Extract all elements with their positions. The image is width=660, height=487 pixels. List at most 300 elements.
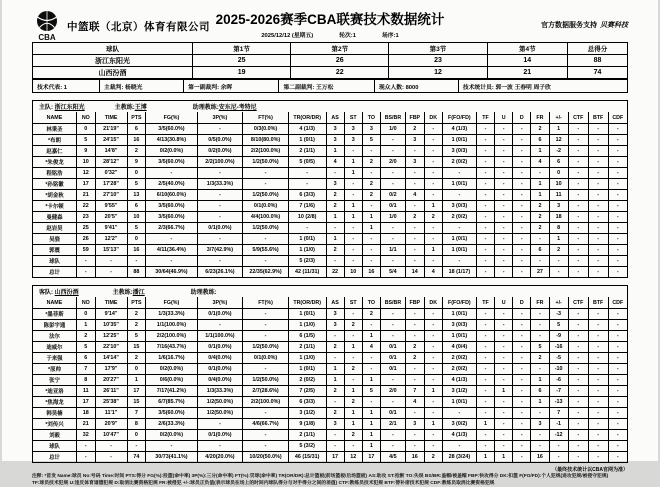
cell: -	[531, 408, 549, 419]
cell: 10'35"	[95, 320, 127, 331]
cell: -	[424, 353, 442, 364]
cell: -	[513, 146, 531, 157]
cell: -	[424, 234, 442, 245]
cell: 0/1(0.0%)	[197, 430, 243, 441]
cell: 1 (0/1)	[442, 234, 476, 245]
cell: -	[476, 342, 494, 353]
cell: -	[476, 157, 494, 168]
cell: -3	[549, 309, 568, 320]
cell: 1/1(100.0%)	[146, 320, 197, 331]
cell: 1/6(16.7%)	[146, 353, 197, 364]
cell: 0/1(0.0%)	[197, 364, 243, 375]
cell: 现众人数: 8000	[374, 80, 458, 93]
cell: -	[95, 452, 127, 463]
cell: 0/1	[380, 353, 405, 364]
cell: 1	[424, 201, 442, 212]
stats-header-row	[33, 112, 627, 124]
cell: -9	[549, 331, 568, 342]
cell: -	[476, 353, 494, 364]
table-row	[33, 67, 628, 79]
cell: 0	[549, 168, 568, 179]
cell: -	[243, 256, 289, 267]
column-header: PTS	[127, 112, 146, 124]
cell: 0/2(0.0%)	[146, 146, 197, 157]
cell: 1/3(33.3%)	[197, 386, 243, 397]
legend-line-2: TF:球员技术犯规 U:违反体育道德犯规 D:取消比赛资格犯规 FR:被侵犯 +/-:球员正负值(表示球员在场上的时间内球队得分与对手得分之间的差值) CTF:教练员技术犯规 BTF:替补席技术犯规 CDF:教练员取消比赛资格犯规	[32, 481, 628, 487]
away-stats-body	[33, 309, 627, 463]
cell: -	[513, 168, 531, 179]
cell: -	[495, 223, 513, 234]
cell: 3	[405, 157, 424, 168]
column-header: 第4节	[487, 43, 568, 55]
cell: 1	[344, 408, 362, 419]
cell: 26	[76, 234, 95, 245]
column-header: TR(OR/DR)	[288, 112, 326, 124]
cell: -	[380, 397, 405, 408]
cell: -	[344, 234, 362, 245]
cell: -	[362, 146, 380, 157]
column-header: AS	[326, 297, 344, 309]
cell: -	[495, 168, 513, 179]
cell: -	[608, 375, 627, 386]
cell: 1/2(50.0%)	[243, 375, 289, 386]
cell: -	[424, 397, 442, 408]
cell: 14	[487, 55, 568, 67]
cell: -	[608, 245, 627, 256]
cell: -	[146, 168, 197, 179]
cell: 2/6(33.3%)	[146, 419, 197, 430]
cell: -	[326, 256, 344, 267]
cell: *刘传兴	[33, 419, 76, 430]
cell: 2	[531, 124, 549, 135]
cell: -	[476, 309, 494, 320]
cell: 2	[326, 342, 344, 353]
cell: -	[326, 223, 344, 234]
cell: -1	[549, 419, 568, 430]
cell: -	[424, 364, 442, 375]
cell: 1 (0/1)	[442, 397, 476, 408]
cell: 23	[389, 55, 487, 67]
table-row	[33, 80, 628, 93]
cell: 总计	[33, 452, 76, 463]
cell: 12	[389, 67, 487, 79]
cell: -	[197, 212, 243, 223]
cell: -	[495, 157, 513, 168]
cell: -	[608, 408, 627, 419]
cell: 2	[344, 430, 362, 441]
cell: -	[476, 256, 494, 267]
cell: -	[588, 342, 608, 353]
cell: 3	[326, 309, 344, 320]
column-header: PTS	[127, 297, 146, 309]
cell: -	[608, 223, 627, 234]
cell: 1	[344, 212, 362, 223]
cell: 2	[424, 212, 442, 223]
cell: 16	[127, 135, 146, 146]
cell: -	[476, 168, 494, 179]
cell: 3/5(60.0%)	[146, 124, 197, 135]
cell: 8	[549, 223, 568, 234]
cell: 20'27"	[95, 375, 127, 386]
cell: -	[405, 375, 424, 386]
cell: 1	[326, 234, 344, 245]
cell: 0'32"	[95, 168, 127, 179]
cell: 20'9"	[95, 419, 127, 430]
cell: 1	[76, 320, 95, 331]
cell: -	[588, 267, 608, 278]
cell: 技术统计员: 郭一波 王春明 周子欣	[458, 80, 627, 93]
cell: -10	[549, 364, 568, 375]
cell: 1 (0/1)	[288, 309, 326, 320]
table-row	[33, 256, 627, 267]
cell: 7 (1/6)	[288, 201, 326, 212]
cell: 6	[531, 135, 549, 146]
cell: *墨菲斯	[33, 309, 76, 320]
cell: 张宁	[33, 375, 76, 386]
cell: 17	[362, 452, 380, 463]
cell: -	[608, 309, 627, 320]
cell: -	[608, 124, 627, 135]
cell: -	[476, 441, 494, 452]
cell: 2	[531, 201, 549, 212]
cell: 25	[76, 223, 95, 234]
home-stats-table	[33, 112, 627, 277]
cell: 技术代表: 1	[33, 80, 100, 93]
cell: 5	[549, 320, 568, 331]
cell: 88	[568, 55, 628, 67]
cell: 1	[344, 201, 362, 212]
cell: -	[127, 441, 146, 452]
cell: -	[344, 223, 362, 234]
table-row	[33, 212, 627, 223]
cell: 5	[127, 179, 146, 190]
cell: 3	[326, 135, 344, 146]
cell: 2	[362, 179, 380, 190]
cell: -	[531, 320, 549, 331]
table-row	[33, 397, 627, 408]
cell: -	[568, 419, 588, 430]
cell: 11	[549, 190, 568, 201]
cell: -	[380, 135, 405, 146]
cell: 6	[549, 157, 568, 168]
column-header: TIME	[95, 112, 127, 124]
cell: 27	[531, 267, 549, 278]
cell: -	[362, 201, 380, 212]
cell: -	[476, 375, 494, 386]
cell: -	[380, 234, 405, 245]
cell: 26	[291, 55, 389, 67]
cell: -	[442, 408, 476, 419]
table-row	[33, 267, 627, 278]
cell: -	[568, 234, 588, 245]
home-team-name: 主队: 浙江东阳光	[39, 102, 85, 111]
cell: 1	[362, 419, 380, 430]
cell: -	[405, 364, 424, 375]
column-header: TO	[362, 297, 380, 309]
cell: -	[568, 190, 588, 201]
cell: 1 (0/1)	[442, 179, 476, 190]
cell: 5 (3/2)	[288, 441, 326, 452]
cell: -	[568, 212, 588, 223]
cell: -	[549, 452, 568, 463]
table-row	[33, 135, 627, 146]
cell: -	[424, 168, 442, 179]
cell: -	[344, 179, 362, 190]
cell: 3 (1/2)	[442, 386, 476, 397]
cell: 26'11"	[95, 386, 127, 397]
cell: -	[288, 179, 326, 190]
cell: -	[588, 157, 608, 168]
cell: 6	[531, 386, 549, 397]
cell: -	[588, 190, 608, 201]
cell: *卡尔顿	[33, 201, 76, 212]
table-row	[33, 331, 627, 342]
cell: -	[362, 234, 380, 245]
cell: 2	[531, 223, 549, 234]
cell: -	[424, 135, 442, 146]
cell: 2 (0/2)	[288, 375, 326, 386]
cell: -	[243, 309, 289, 320]
cell: 1	[531, 375, 549, 386]
cell: 1 (0/1)	[442, 245, 476, 256]
cell: 1/2(50.0%)	[243, 157, 289, 168]
column-header: FR	[531, 112, 549, 124]
cell: 2	[362, 309, 380, 320]
cell: 12'25"	[95, 331, 127, 342]
cell: 1/2(50.0%)	[243, 190, 289, 201]
cell: 22/35(62.9%)	[243, 267, 289, 278]
cell: 9'55"	[95, 201, 127, 212]
cell: -	[513, 256, 531, 267]
cell: 0/1	[380, 201, 405, 212]
cell: 1	[549, 234, 568, 245]
cell: -	[513, 386, 531, 397]
cell: -	[588, 256, 608, 267]
cell: -	[608, 364, 627, 375]
cell: -	[495, 201, 513, 212]
cell: 74	[127, 452, 146, 463]
cba-logo-text: CBA	[38, 33, 56, 42]
cell: 6 (3/3)	[288, 190, 326, 201]
column-header: TR(OR/DR)	[288, 297, 326, 309]
cell: 0/2	[380, 190, 405, 201]
cell: 0/1(0.0%)	[197, 223, 243, 234]
cell: 3 (0/3)	[442, 320, 476, 331]
cell: 1	[424, 419, 442, 430]
game-sequence: 场序:1	[382, 30, 399, 39]
column-header: TF	[476, 112, 494, 124]
cell: 21	[487, 67, 568, 79]
cell: -	[568, 408, 588, 419]
cell: -	[362, 256, 380, 267]
cell: 14	[405, 267, 424, 278]
cell: 25'38"	[95, 397, 127, 408]
cell: 1	[531, 179, 549, 190]
cell: -2	[549, 146, 568, 157]
cell: 1/3(33.3%)	[197, 179, 243, 190]
table-row	[33, 157, 627, 168]
cell: -	[362, 245, 380, 256]
column-header: 3P(%)	[197, 112, 243, 124]
cell: 1	[326, 375, 344, 386]
cell: 2	[127, 146, 146, 157]
cell: -	[476, 146, 494, 157]
cell: 15'13"	[95, 245, 127, 256]
cell: 1	[531, 397, 549, 408]
support-label: 官方数据服务支持	[541, 22, 597, 29]
cell: -	[476, 408, 494, 419]
cell: -	[146, 256, 197, 267]
cell: 0/2(0.0%)	[146, 430, 197, 441]
cell: -	[608, 320, 627, 331]
cell: -	[513, 223, 531, 234]
cell: -	[608, 256, 627, 267]
cell: 6/23(26.1%)	[197, 267, 243, 278]
cell: 吴骁	[33, 234, 76, 245]
cell: -	[476, 124, 494, 135]
cell: -	[608, 157, 627, 168]
cell: -	[531, 309, 549, 320]
cell: 9	[127, 157, 146, 168]
cell: -	[424, 157, 442, 168]
cell: 4 (0/4)	[442, 342, 476, 353]
column-header: 3P(%)	[197, 297, 243, 309]
cell: 2	[405, 353, 424, 364]
cell: -	[405, 245, 424, 256]
cell: 4/5	[380, 452, 405, 463]
cell: 15	[127, 342, 146, 353]
cell: -	[531, 168, 549, 179]
cell: 2 (0/2)	[442, 157, 476, 168]
cell: -	[495, 419, 513, 430]
cell: -	[405, 331, 424, 342]
home-stats-body	[33, 124, 627, 278]
cell: 3	[326, 179, 344, 190]
cell: -	[424, 342, 442, 353]
cell: -	[568, 267, 588, 278]
cell: -	[513, 452, 531, 463]
cell: -	[405, 223, 424, 234]
cell: -7	[549, 386, 568, 397]
cell: 19	[193, 67, 291, 79]
cell: -	[476, 364, 494, 375]
cell: -	[95, 441, 127, 452]
cell: 1	[344, 419, 362, 430]
cba-logo-icon	[32, 10, 62, 42]
cell: -	[513, 342, 531, 353]
cell: 1/0	[380, 124, 405, 135]
cell: -	[326, 331, 344, 342]
table-row	[33, 146, 627, 157]
cell: -	[476, 320, 494, 331]
column-header: DK	[424, 297, 442, 309]
cell: 14'14"	[95, 353, 127, 364]
cell: -	[243, 168, 289, 179]
cell: -	[568, 452, 588, 463]
cell: -	[588, 245, 608, 256]
cell: -	[424, 124, 442, 135]
cell: 3	[362, 124, 380, 135]
cell: -	[362, 364, 380, 375]
table-row	[33, 234, 627, 245]
cell: 2	[76, 331, 95, 342]
cell: -	[197, 256, 243, 267]
cell: 22	[291, 67, 389, 79]
cell: -	[424, 309, 442, 320]
cell: -	[326, 168, 344, 179]
cell: 1	[362, 331, 380, 342]
cell: 1	[424, 386, 442, 397]
cell: -	[608, 419, 627, 430]
cell: 2/7(28.6%)	[243, 386, 289, 397]
officials-row	[33, 80, 628, 93]
cell: -	[531, 430, 549, 441]
cell: 30/64(46.9%)	[146, 267, 197, 278]
cell: 3/5(60.0%)	[146, 212, 197, 223]
cell: 球队	[33, 256, 76, 267]
cell: 10 (2/8)	[288, 212, 326, 223]
cell: 17'28"	[95, 179, 127, 190]
column-header: F(FO/FD)	[442, 112, 476, 124]
cell: 10	[344, 267, 362, 278]
cell: -	[495, 342, 513, 353]
cell: -16	[549, 342, 568, 353]
cell: -	[76, 441, 95, 452]
cell: 9 (1/8)	[288, 419, 326, 430]
column-header: CDF	[608, 112, 627, 124]
cell: 2	[326, 190, 344, 201]
cell: -	[380, 256, 405, 267]
cell: 21	[76, 190, 95, 201]
cell: 程铭浩	[33, 168, 76, 179]
cell: 30/73(41.1%)	[146, 452, 197, 463]
cell: -	[243, 430, 289, 441]
cell: -	[362, 353, 380, 364]
cell: 6	[127, 124, 146, 135]
cell: -	[495, 190, 513, 201]
cell: -	[588, 353, 608, 364]
cell: -	[380, 309, 405, 320]
cell: 12	[549, 135, 568, 146]
cell: -	[608, 452, 627, 463]
cell: 3	[531, 419, 549, 430]
column-header: FT(%)	[243, 112, 289, 124]
cell: 0/6(0.0%)	[146, 375, 197, 386]
cell: 3	[405, 135, 424, 146]
cell: -	[380, 331, 405, 342]
cell: -	[513, 201, 531, 212]
cell: -	[513, 353, 531, 364]
cell: 11	[76, 386, 95, 397]
cell: -	[424, 408, 442, 419]
cell: -	[495, 245, 513, 256]
table-row	[33, 419, 627, 430]
cell: 4/20(20.0%)	[197, 452, 243, 463]
cell: 0	[127, 430, 146, 441]
cell: -	[495, 320, 513, 331]
cell: -	[95, 267, 127, 278]
cell: -	[568, 146, 588, 157]
header-center	[165, 8, 495, 39]
cell: 17'9"	[95, 364, 127, 375]
column-header: +/-	[549, 112, 568, 124]
cell: -	[608, 397, 627, 408]
cell: -	[513, 364, 531, 375]
cell: -	[197, 441, 243, 452]
game-date: 2025/12/12 (星期五)	[261, 30, 313, 39]
cell: -	[326, 441, 344, 452]
cell: -	[588, 419, 608, 430]
